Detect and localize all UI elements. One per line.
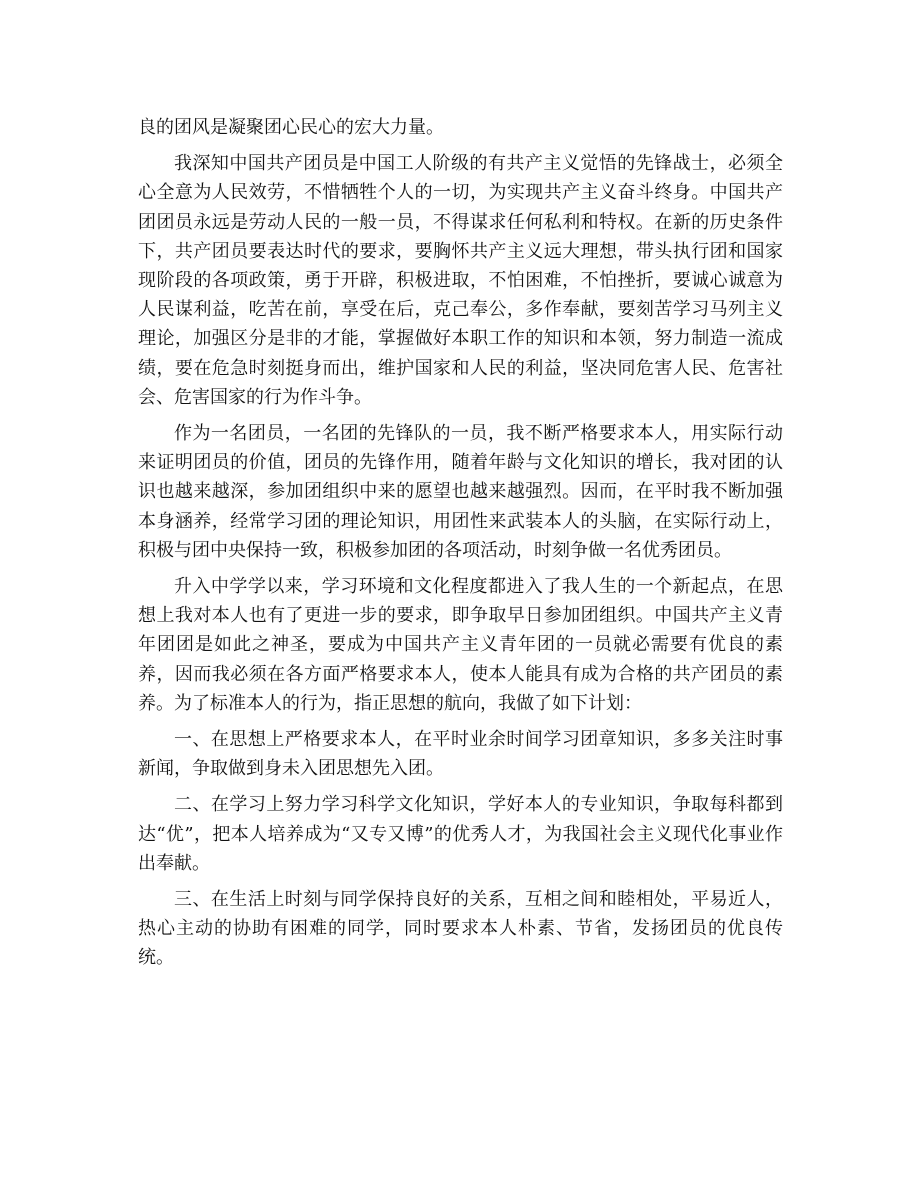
paragraph: 我深知中国共产团员是中国工人阶级的有共产主义觉悟的先锋战士，必须全心全意为人民效劳，不惜牺牲个人的一切，为实现共产主义奋斗终身。中国共产团团员永远是劳动人民的一般一员，不得谋求任何私利和特权。在新的历史条件下，共产团员要表达时代的要求，要胸怀共产主义远大理想，带头执行团和国家现阶段的各项政策，勇于开辟，积极进取，不怕困难，不怕挫折，要诚心诚意为人民谋利益，吃苦在前，享受在后，克己奉公，多作奉献，要刻苦学习马列主义理论，加强区分是非的才能，掌握做好本职工作的知识和本领，努力制造一流成绩，要在危急时刻挺身而出，维护国家和人民的利益，坚决同危害人民、危害社会、危害国家的行为作斗争。	[138, 153, 783, 408]
plan-item-2: 二、在学习上努力学习科学文化知识，学好本人的专业知识，争取每科都到达“优”，把本人培养成为“又专又博”的优秀人才，为我国社会主义现代化事业作出奉献。	[138, 794, 783, 874]
paragraph: 作为一名团员，一名团的先锋队的一员，我不断严格要求本人，用实际行动来证明团员的价值，团员的先锋作用，随着年龄与文化知识的增长，我对团的认识也越来越深，参加团组织中来的愿望也越来越强烈。因而，在平时我不断加强本身涵养，经常学习团的理论知识，用团性来武装本人的头脑，在实际行动上，积极与团中央保持一致，积极参加团的各项活动，时刻争做一名优秀团员。	[138, 423, 783, 561]
plan-item-3: 三、在生活上时刻与同学保持良好的关系，互相之间和睦相处，平易近人，热心主动的协助有困难的同学，同时要求本人朴素、节省，发扬团员的优良传统。	[138, 889, 783, 969]
plan-item-1: 一、在思想上严格要求本人，在平时业余时间学习团章知识，多多关注时事新闻，争取做到身未入团思想先入团。	[138, 729, 783, 780]
paragraph: 升入中学学以来，学习环境和文化程度都进入了我人生的一个新起点，在思想上我对本人也有了更进一步的要求，即争取早日参加团组织。中国共产主义青年团团是如此之神圣，要成为中国共产主义青年团的一员就必需要有优良的素养，因而我必须在各方面严格要求本人，使本人能具有成为合格的共产团员的素养。为了标准本人的行为，指正思想的航向，我做了如下计划：	[138, 576, 783, 714]
paragraph-continuation: 良的团风是凝聚团心民心的宏大力量。	[138, 117, 444, 138]
document-body	[138, 113, 783, 980]
